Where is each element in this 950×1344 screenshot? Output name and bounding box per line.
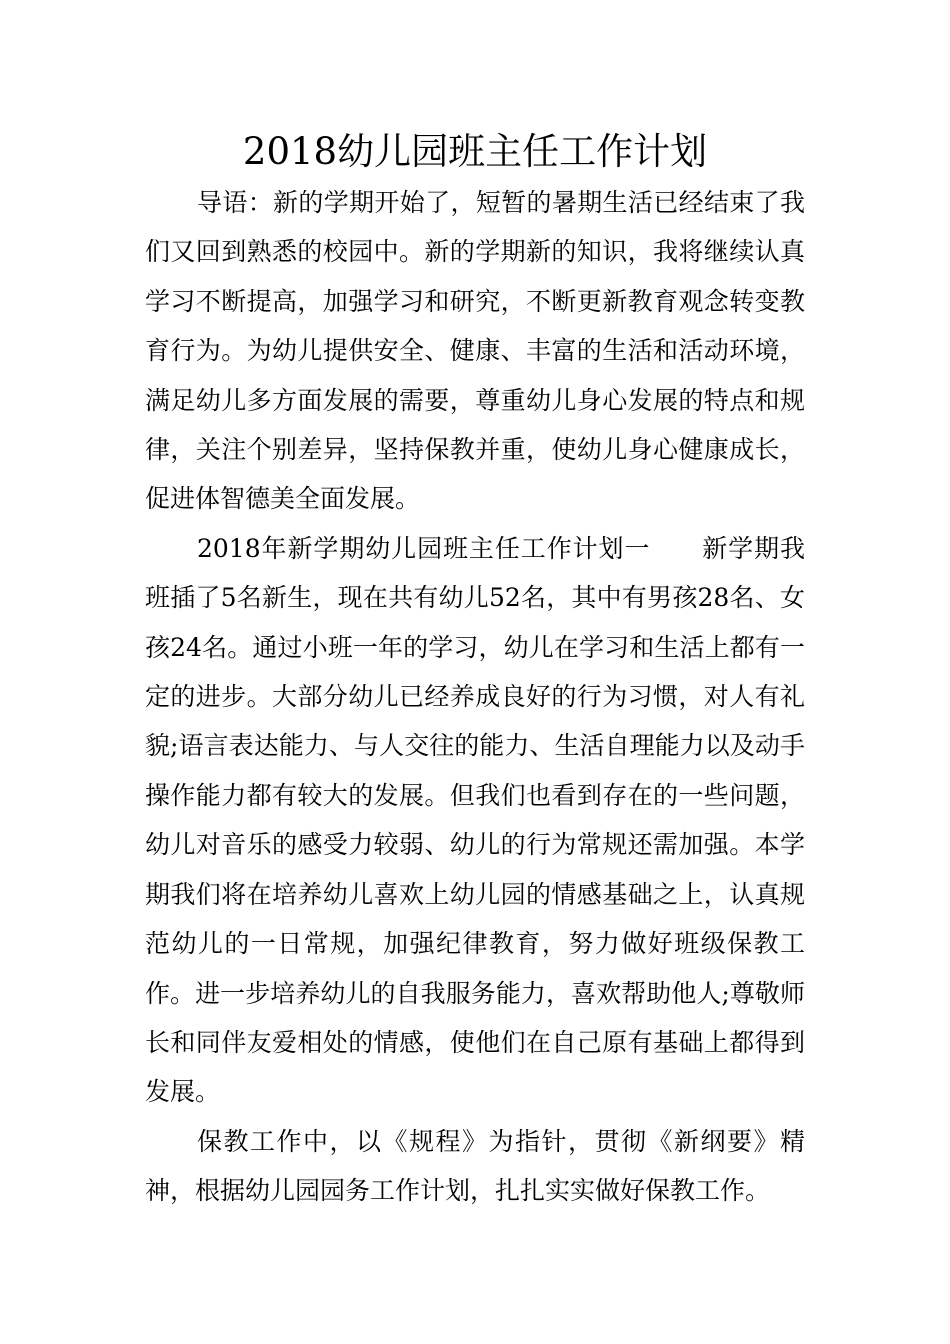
paragraph-care-education: 保教工作中，以《规程》为指针，贯彻《新纲要》精神，根据幼儿园园务工作计划，扎扎实实做好保教工作。 bbox=[145, 1126, 805, 1206]
paragraph-introduction: 导语：新的学期开始了，短暂的暑期生活已经结束了我们又回到熟悉的校园中。新的学期新的知识，我将继续认真学习不断提高，加强学习和研究，不断更新教育观念转变教育行为。为幼儿提供安全、健康、丰富的生活和活动环境，满足幼儿多方面发展的需要，尊重幼儿身心发展的特点和规律，关注个别差异，坚持保教并重，使幼儿身心健康成长，促进体智德美全面发展。 bbox=[145, 188, 805, 514]
paragraph-plan-one: 2018年新学期幼儿园班主任工作计划一 新学期我班插了5名新生，现在共有幼儿52名，其中有男孩28名、女孩24名。通过小班一年的学习，幼儿在学习和生活上都有一定的进步。大部分幼儿已经养成良好的行为习惯，对人有礼貌;语言表达能力、与人交往的能力、生活自理能力以及动手操作能力都有较大的发展。但我们也看到存在的一些问题，幼儿对音乐的感受力较弱、幼儿的行为常规还需加强。本学期我们将在培养幼儿喜欢上幼儿园的情感基础之上，认真规范幼儿的一日常规，加强纪律教育，努力做好班级保教工作。进一步培养幼儿的自我服务能力，喜欢帮助他人;尊敬师长和同伴友爱相处的情感，使他们在自己原有基础上都得到发展。 bbox=[145, 533, 805, 1107]
document-body bbox=[145, 178, 805, 1216]
document-title: 2018幼儿园班主任工作计划 bbox=[242, 130, 708, 173]
